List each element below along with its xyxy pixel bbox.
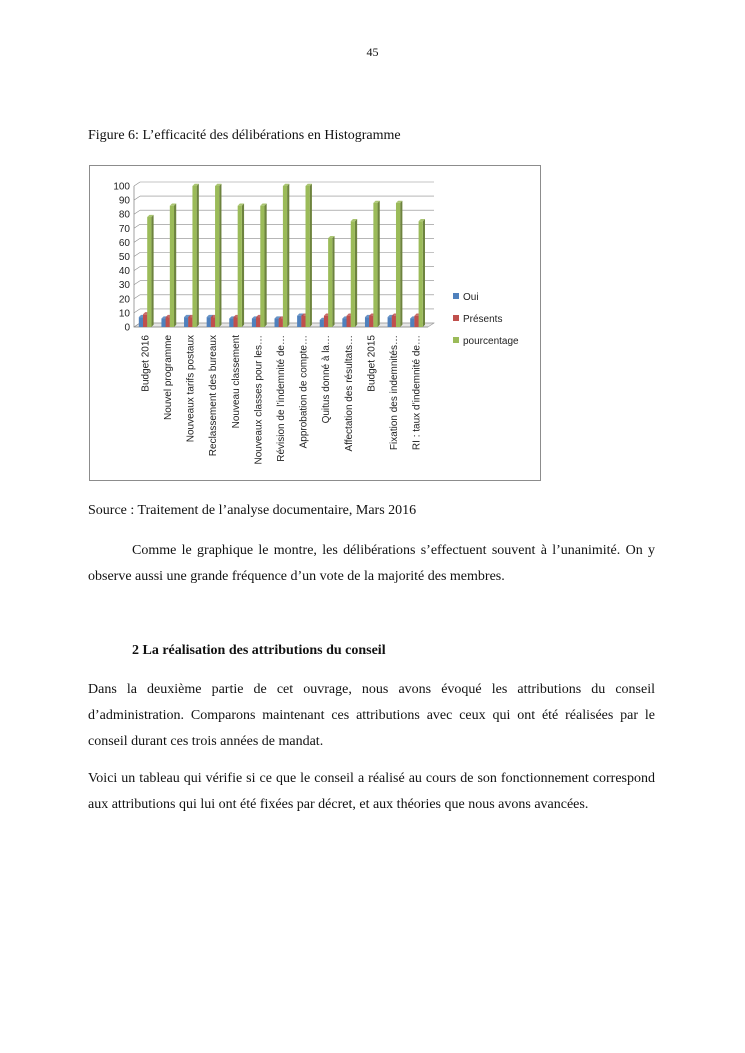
bar-prsents-2 <box>188 317 192 327</box>
bar-pourcentage-6 <box>283 186 287 327</box>
bar-pourcentage-1 <box>170 206 174 327</box>
gridline-side <box>134 238 140 242</box>
gridline-side <box>134 267 140 271</box>
bar-side <box>355 219 357 327</box>
bar-oui-2 <box>184 317 188 327</box>
bar-prsents-4 <box>233 317 237 327</box>
bar-side <box>400 201 402 327</box>
bar-oui-5 <box>252 319 256 327</box>
paragraph-1: Comme le graphique le montre, les délibérations s’effectuent souvent à l’unanimité. On y observe aussi une grande fréquence d’un vote de la majorité des membres. <box>88 543 655 584</box>
y-tick-label: 10 <box>118 308 130 320</box>
page-number: 45 <box>366 45 379 59</box>
x-tick-label: Affectation des résultats… <box>343 335 355 452</box>
figure-caption: Figure 6: L’efficacité des délibérations en Histogramme <box>88 128 401 143</box>
y-tick-label: 90 <box>118 195 130 207</box>
bar-oui-9 <box>342 319 346 327</box>
legend-label: Oui <box>463 292 479 303</box>
bar-side <box>219 184 221 327</box>
legend-label: pourcentage <box>463 336 519 347</box>
bar-side <box>423 219 425 327</box>
bar-side <box>197 184 199 327</box>
bar-pourcentage-7 <box>306 186 310 327</box>
gridline-side <box>134 309 140 313</box>
x-tick-label: Quitus donné à la… <box>321 335 333 424</box>
paragraph-3: Voici un tableau qui vérifie si ce que le conseil a réalisé au cours de son fonctionnement correspond aux attributions qui lui ont été fixées par décret, et aux théories que nous avons avancées. <box>88 771 655 812</box>
chart-container <box>89 165 541 481</box>
bar-prsents-0 <box>143 314 147 327</box>
bar-oui-8 <box>320 320 324 327</box>
bar-oui-4 <box>229 319 233 327</box>
gridline-side <box>134 182 140 186</box>
x-tick-label: Nouveaux tarifs postaux <box>185 335 197 443</box>
bar-pourcentage-5 <box>260 206 264 327</box>
x-tick-label: Approbation de compte… <box>298 335 310 449</box>
bar-prsents-5 <box>256 317 260 327</box>
bar-oui-11 <box>388 317 392 327</box>
x-tick-label: Budget 2016 <box>140 335 152 392</box>
y-tick-label: 80 <box>118 209 130 221</box>
x-tick-label: Nouveau classement <box>230 335 242 429</box>
x-tick-label: Budget 2015 <box>366 335 378 392</box>
x-tick-label: Révision de l’indemnité de… <box>276 335 287 462</box>
bar-side <box>287 184 289 327</box>
bar-oui-3 <box>207 317 211 327</box>
gridline-side <box>134 196 140 200</box>
bar-pourcentage-8 <box>328 238 332 327</box>
bar-side <box>151 215 153 327</box>
bar-pourcentage-10 <box>373 203 377 327</box>
bar-pourcentage-4 <box>238 206 242 327</box>
bar-oui-12 <box>410 319 414 327</box>
paragraph-2: Dans la deuxième partie de cet ouvrage, nous avons évoqué les attributions du conseil d’administration. Comparons maintenant ces attributions avec ceux qui ont été réalisées par le conseil durant ces trois années de mandat. <box>88 682 655 749</box>
x-tick-label: Nouveaux classes pour les… <box>253 335 265 465</box>
bar-side <box>332 236 334 327</box>
x-tick-label: Nouvel programme <box>162 335 174 421</box>
bar-chart <box>90 166 542 482</box>
x-tick-label: Fixation des indemnités… <box>389 335 401 451</box>
bar-pourcentage-12 <box>419 221 423 327</box>
bar-pourcentage-9 <box>351 221 355 327</box>
bar-oui-10 <box>365 317 369 327</box>
y-tick-label: 20 <box>118 294 130 306</box>
legend-swatch-prsents <box>453 315 459 321</box>
gridline-side <box>134 210 140 214</box>
bar-prsents-3 <box>211 317 215 327</box>
y-tick-label: 0 <box>124 322 130 334</box>
bar-pourcentage-3 <box>215 186 219 327</box>
bar-oui-1 <box>161 319 165 327</box>
figure-source: Source : Traitement de l’analyse documentaire, Mars 2016 <box>88 503 417 518</box>
bar-prsents-11 <box>392 316 396 327</box>
y-tick-label: 60 <box>118 237 130 249</box>
y-tick-label: 100 <box>113 181 130 193</box>
legend-swatch-oui <box>453 293 459 299</box>
y-tick-label: 40 <box>118 266 130 278</box>
x-tick-label: Reclassement des bureaux <box>208 335 220 457</box>
bar-side <box>310 184 312 327</box>
legend-swatch-pourcentage <box>453 337 459 343</box>
section-heading: 2 La réalisation des attributions du conseil <box>132 643 386 658</box>
bar-prsents-1 <box>166 317 170 327</box>
bar-side <box>378 201 380 327</box>
gridline-side <box>134 253 140 257</box>
bar-oui-7 <box>297 316 301 327</box>
bar-prsents-12 <box>414 316 418 327</box>
gridline-side <box>134 281 140 285</box>
bar-prsents-8 <box>324 316 328 327</box>
bar-prsents-9 <box>347 316 351 327</box>
bar-prsents-7 <box>301 316 305 327</box>
bar-side <box>174 204 176 327</box>
x-tick-label: RI : taux d’indemnité de… <box>411 335 423 451</box>
gridline-side <box>134 295 140 299</box>
legend-label: Présents <box>463 314 503 325</box>
bar-prsents-6 <box>279 319 283 327</box>
gridline-side <box>134 224 140 228</box>
y-tick-label: 50 <box>118 252 130 263</box>
bar-oui-0 <box>139 317 143 327</box>
bar-oui-6 <box>275 319 279 327</box>
bar-side <box>242 204 244 327</box>
bar-pourcentage-0 <box>147 217 151 327</box>
y-tick-label: 30 <box>118 280 130 292</box>
y-tick-label: 70 <box>118 223 130 235</box>
bar-pourcentage-11 <box>396 203 400 327</box>
bar-pourcentage-2 <box>192 186 196 327</box>
bar-prsents-10 <box>369 316 373 327</box>
bar-side <box>264 204 266 327</box>
